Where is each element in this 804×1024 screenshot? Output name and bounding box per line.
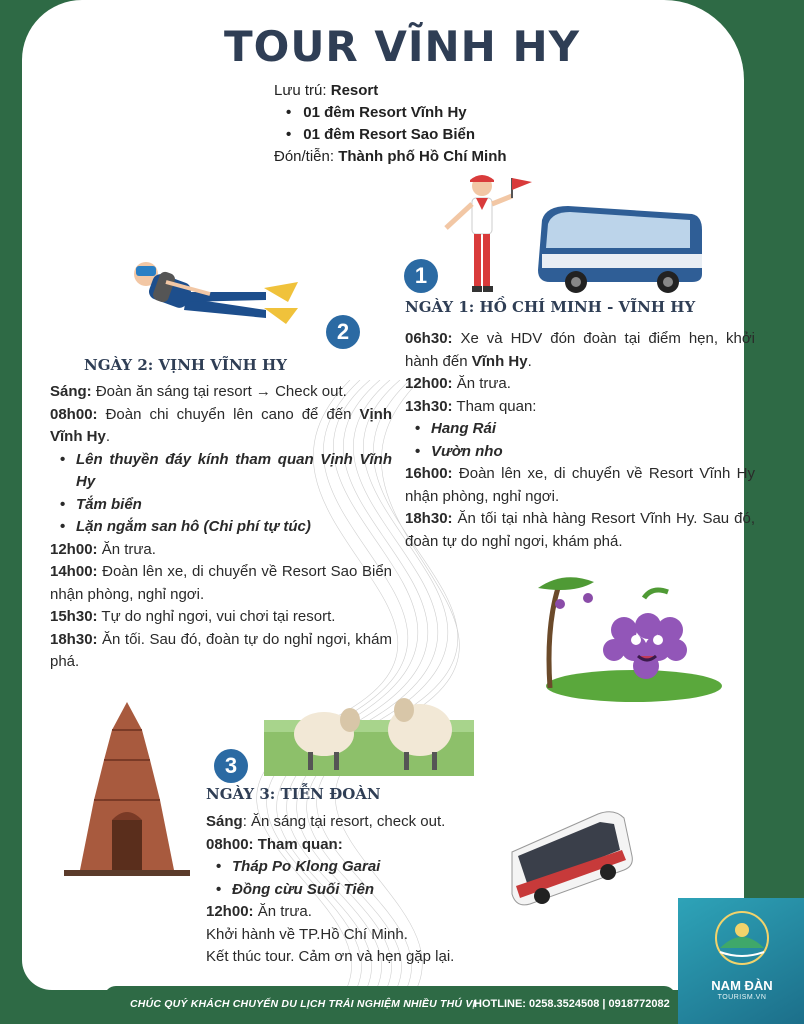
- schedule-text: Ăn trưa.: [97, 540, 156, 558]
- schedule-line: [405, 373, 755, 396]
- schedule-line: [405, 328, 755, 373]
- schedule-text: Tham quan:: [452, 397, 537, 415]
- day1-number-badge: 1: [404, 259, 438, 293]
- schedule-line: [206, 834, 506, 857]
- schedule-text: Ăn trưa.: [452, 375, 511, 392]
- punctuation: .: [105, 428, 111, 445]
- time-label: 12h00:: [50, 540, 98, 558]
- time-label: Sáng: [206, 813, 243, 830]
- schedule-text: Đoàn lên xe, di chuyển về Resort Sao Biển nhận phòng, nghỉ ngơi.: [50, 563, 392, 603]
- day2-activities: [56, 449, 392, 539]
- page-title: TOUR VĨNH HY: [223, 22, 581, 71]
- schedule-text: Ăn trưa.: [253, 903, 312, 920]
- time-label: 06h30:: [405, 330, 453, 347]
- schedule-line: [50, 629, 392, 674]
- logo-name: NAM ĐÀN: [711, 978, 773, 993]
- schedule-line: [50, 381, 392, 404]
- schedule-line: [50, 404, 392, 449]
- time-label: 14h00:: [50, 563, 98, 580]
- time-label: 12h00:: [206, 903, 254, 920]
- stay-item: 01 đêm Resort Vĩnh Hy: [303, 104, 467, 121]
- schedule-text: Tự do nghỉ ngơi, vui chơi tại resort.: [97, 608, 336, 625]
- grape-vine-illustration: [524, 568, 724, 704]
- stay-value: Resort: [330, 82, 379, 99]
- day2-number-badge: 2: [326, 315, 360, 349]
- time-label: 15h30:: [50, 608, 98, 625]
- list-item: [286, 124, 507, 146]
- day3-places: [212, 856, 506, 901]
- schedule-line: [405, 508, 755, 553]
- cham-tower-illustration: [64, 700, 190, 878]
- footer-message: CHÚC QUÝ KHÁCH CHUYẾN DU LỊCH TRẢI NGHIỆM NHIỀU THÚ VỊ: [130, 998, 476, 1010]
- logo-emblem-icon: [712, 908, 772, 974]
- time-label: 18h30:: [50, 630, 98, 648]
- schedule-text: Ăn tối. Sau đó, đoàn tự do nghỉ ngơi, khám phá.: [50, 630, 392, 670]
- sheep-field-illustration: [264, 690, 474, 776]
- schedule-text: Đoàn chi chuyển lên cano để đến: [97, 405, 360, 423]
- scuba-diver-illustration: [126, 252, 302, 344]
- day1-title: NGÀY 1: HỒ CHÍ MINH - VĨNH HY: [405, 298, 696, 316]
- schedule-line: Khởi hành về TP.Hồ Chí Minh.: [206, 925, 408, 943]
- schedule-line: [206, 901, 506, 924]
- schedule-text: Đoàn ăn sáng tại resort → Check out.: [91, 383, 347, 400]
- list-item: • Đồng cừu Suối Tiên: [212, 879, 506, 902]
- schedule-text: Xe và HDV đón đoàn tại điểm hẹn, khởi hành đến: [405, 330, 755, 370]
- stay-line: [274, 80, 507, 102]
- schedule-text: Đoàn lên xe, di chuyển về Resort Vĩnh Hy nhận phòng, nghỉ ngơi.: [405, 465, 755, 505]
- time-label: 08h00:: [50, 405, 98, 423]
- schedule-text: Ăn tối tại nhà hàng Resort Vĩnh Hy. Sau đó, đoàn tự do nghỉ ngơi, khám phá.: [405, 510, 755, 550]
- schedule-line: [50, 606, 392, 629]
- stay-info: [274, 80, 507, 168]
- schedule-line: [405, 463, 755, 508]
- time-label: 13h30:: [405, 397, 453, 415]
- schedule-text: : Ăn sáng tại resort, check out.: [242, 813, 446, 830]
- list-item: • Hang Rái: [411, 418, 755, 441]
- logo-subtitle: TOURISM.VN: [717, 994, 767, 1001]
- tour-guide-illustration: [438, 170, 538, 294]
- pickup-value: Thành phố Hồ Chí Minh: [338, 148, 507, 165]
- time-label: 12h00:: [405, 375, 453, 392]
- time-label: 08h00: Tham quan:: [206, 835, 343, 853]
- day3-number-badge: 3: [214, 749, 248, 783]
- day3-title: NGÀY 3: TIỄN ĐOÀN: [206, 785, 381, 803]
- list-item: • Tháp Po Klong Garai: [212, 856, 506, 879]
- schedule-line: [405, 396, 755, 419]
- day2-title: NGÀY 2: VỊNH VĨNH HY: [84, 356, 287, 374]
- list-item: • Tắm biển: [56, 494, 392, 517]
- time-label: 16h00:: [405, 465, 453, 482]
- time-label: Sáng:: [50, 383, 92, 400]
- punctuation: .: [527, 352, 532, 370]
- bus-illustration: [532, 200, 704, 296]
- time-label: 18h30:: [405, 510, 453, 527]
- pickup-line: [274, 146, 507, 168]
- destination-name: Vĩnh Hy: [471, 352, 528, 370]
- list-item: • Lên thuyền đáy kính tham quan Vịnh Vĩnh Hy: [56, 449, 392, 494]
- list-item: • Vườn nho: [411, 441, 755, 464]
- stay-label: Lưu trú:: [274, 82, 331, 99]
- pickup-label: Đón/tiễn:: [274, 148, 339, 165]
- day3-schedule: [206, 811, 506, 969]
- coach-bus-illustration: [502, 800, 636, 906]
- list-item: [286, 102, 507, 124]
- day2-schedule: [50, 381, 392, 674]
- schedule-line: [50, 561, 392, 606]
- hotline[interactable]: HOTLINE: 0258.3524508 | 0918772082: [474, 998, 670, 1010]
- schedule-line: [50, 539, 392, 562]
- schedule-line: Kết thúc tour. Cảm ơn và hẹn gặp lại.: [206, 948, 455, 965]
- day1-schedule: [405, 328, 755, 553]
- schedule-line: [206, 811, 506, 834]
- destination-name: Vịnh Vĩnh Hy: [50, 405, 392, 445]
- stay-item: 01 đêm Resort Sao Biển: [303, 126, 475, 143]
- list-item: • Lặn ngắm san hô (Chi phí tự túc): [56, 516, 392, 539]
- stay-list: [286, 102, 507, 146]
- day1-places: [411, 418, 755, 463]
